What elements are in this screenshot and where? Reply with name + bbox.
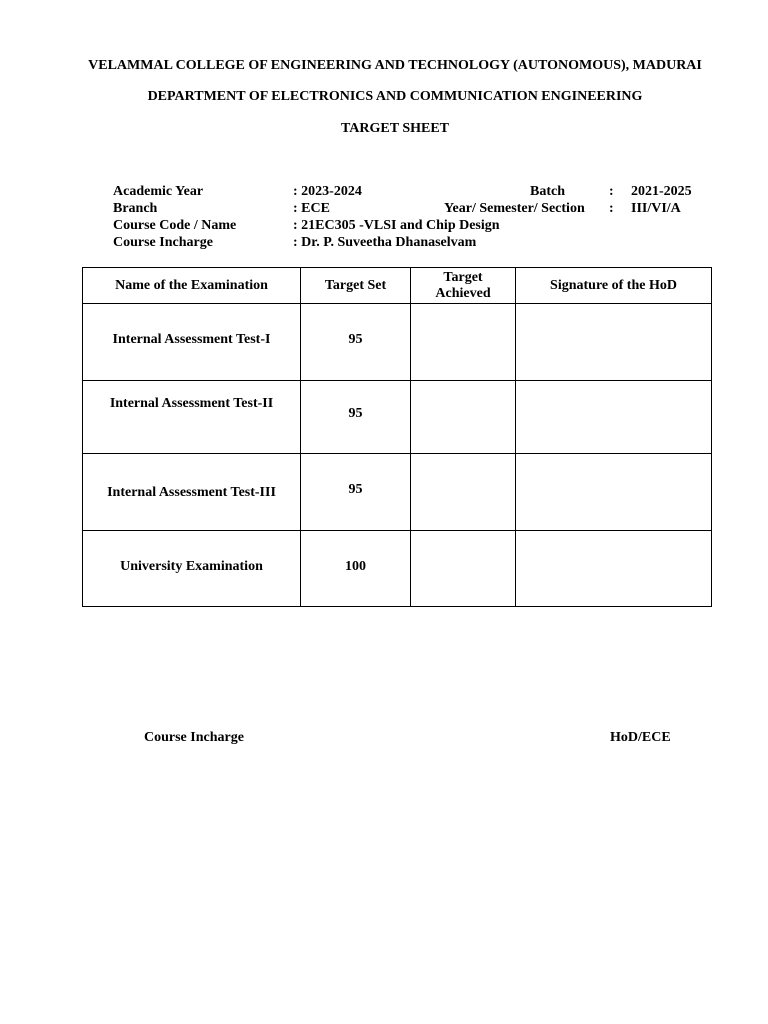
department-name: DEPARTMENT OF ELECTRONICS AND COMMUNICATION ENGINEERING [147, 89, 643, 104]
table-row [83, 454, 712, 531]
exam-name: University Examination [120, 559, 263, 574]
target-achieved-cell [411, 381, 516, 454]
course-incharge-signature-label: Course Incharge [144, 730, 244, 745]
target-achieved-cell [411, 454, 516, 531]
target-set-cell [301, 381, 411, 454]
header-signature-hod: Signature of the HoD [516, 268, 712, 304]
course-incharge-label: Course Incharge [113, 235, 213, 250]
year-semester-section-value: III/VI/A [631, 201, 681, 216]
batch-label: Batch [530, 184, 565, 199]
academic-year-label: Academic Year [113, 184, 204, 199]
target-achieved-cell [411, 304, 516, 381]
signature-cell [516, 304, 712, 381]
target-table [82, 267, 712, 607]
exam-name: Internal Assessment Test-I [112, 332, 271, 347]
course-code-value: : 21EC305 -VLSI and Chip Design [293, 218, 500, 233]
table-row [83, 381, 712, 454]
signature-cell [516, 381, 712, 454]
header-exam-name: Name of the Examination [83, 268, 301, 304]
college-name: VELAMMAL COLLEGE OF ENGINEERING AND TECHNOLOGY (AUTONOMOUS), MADURAI [88, 58, 702, 73]
course-incharge-value: : Dr. P. Suveetha Dhanaselvam [293, 235, 477, 250]
exam-name: Internal Assessment Test-III [107, 485, 276, 500]
exam-name-cell [83, 454, 301, 531]
target-set: 95 [348, 406, 363, 421]
target-set-cell [301, 454, 411, 531]
hod-signature-label: HoD/ECE [610, 730, 671, 745]
branch-value: : ECE [293, 201, 330, 216]
target-set: 100 [345, 559, 366, 574]
target-set-cell [301, 304, 411, 381]
header-target-achieved-line1: Target [443, 269, 483, 285]
exam-name: Internal Assessment Test-II [109, 396, 274, 411]
target-set-cell [301, 531, 411, 607]
header-target-achieved [411, 268, 516, 304]
course-info-block [113, 184, 713, 254]
target-achieved-cell [411, 531, 516, 607]
branch-label: Branch [113, 201, 158, 216]
batch-colon: : [609, 184, 614, 199]
exam-name-cell [83, 381, 301, 454]
target-set: 95 [348, 482, 363, 497]
exam-name-cell [83, 304, 301, 381]
batch-value: 2021-2025 [631, 184, 692, 199]
target-set: 95 [348, 332, 363, 347]
year-semester-section-colon: : [609, 201, 614, 216]
course-code-label: Course Code / Name [113, 218, 237, 233]
exam-name-cell [83, 531, 301, 607]
table-row [83, 531, 712, 607]
header-target-set: Target Set [301, 268, 411, 304]
sheet-title: TARGET SHEET [340, 121, 450, 136]
table-row [83, 304, 712, 381]
signature-cell [516, 531, 712, 607]
header-target-achieved-line2: Achieved [435, 285, 491, 301]
academic-year-value: : 2023-2024 [293, 184, 362, 199]
signature-cell [516, 454, 712, 531]
year-semester-section-label: Year/ Semester/ Section [444, 201, 585, 216]
table-header-row [83, 268, 712, 304]
